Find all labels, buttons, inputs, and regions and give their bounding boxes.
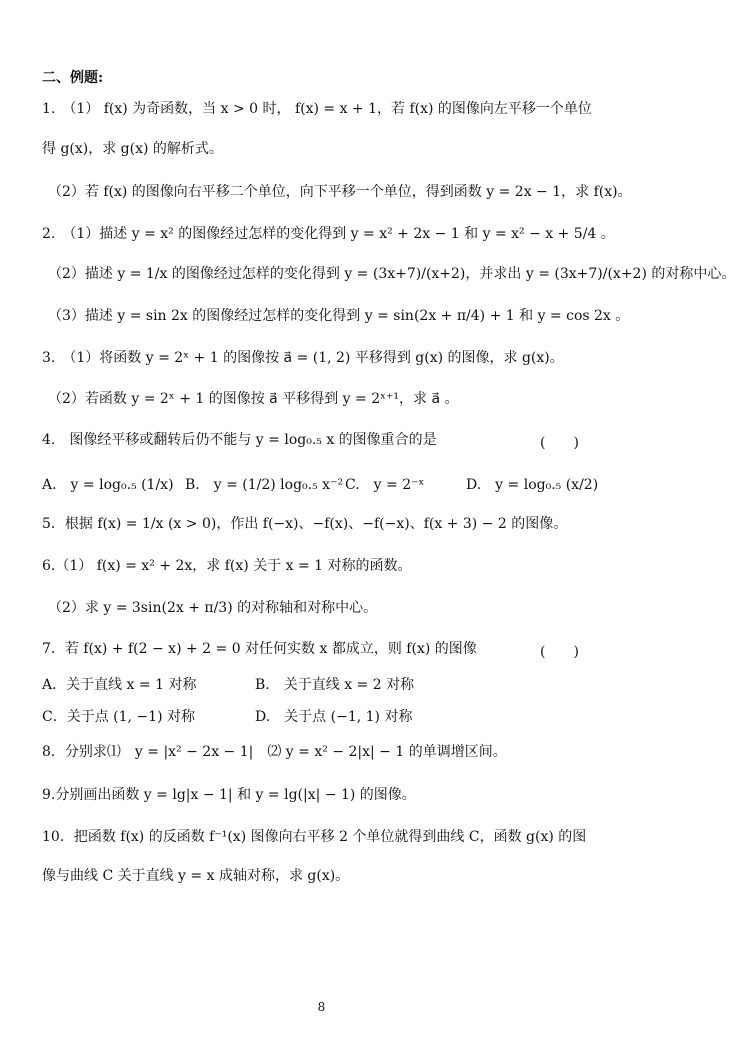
q1-part1-line1: 1. （1） f(x) 为奇函数，当 x > 0 时， f(x) = x + 1，若 f(x) 的图像向左平移一个单位 (42, 101, 592, 117)
q4-option-b: B. y = (1/2) log₀.₅ x⁻² (185, 477, 344, 493)
q1-part2: （2）若 f(x) 的图像向右平移二个单位，向下平移一个单位，得到函数 y = 2x − 1，求 f(x)。 (48, 184, 632, 200)
q6-part2: （2）求 y = 3sin(2x + π/3) 的对称轴和对称中心。 (48, 600, 378, 616)
q7-option-c: C．关于点 (1, −1) 对称 (42, 709, 195, 725)
q7-option-d: D. 关于点 (−1, 1) 对称 (255, 709, 413, 725)
q8: 8．分别求⑴ y = |x² − 2x − 1| ⑵ y = x² − 2|x| − 1 的单调增区间。 (42, 744, 507, 760)
q3-part1: 3. （1）将函数 y = 2ˣ + 1 的图像按 a⃗ = (1, 2) 平移得到 g(x) 的图像，求 g(x)。 (42, 350, 564, 366)
q2-part1: 2. （1）描述 y = x² 的图像经过怎样的变化得到 y = x² + 2x − 1 和 y = x² − x + 5/4 。 (42, 226, 615, 242)
q3-part2: （2）若函数 y = 2ˣ + 1 的图像按 a⃗ 平移得到 y = 2ˣ⁺¹，求 a⃗ 。 (48, 391, 459, 407)
q7-option-a: A．关于直线 x = 1 对称 (42, 677, 197, 693)
q10-line1: 10．把函数 f(x) 的反函数 f⁻¹(x) 图像向右平移 2 个单位就得到曲线 C，函数 g(x) 的图 (42, 829, 587, 845)
q2-part3: （3）描述 y = sin 2x 的图像经过怎样的变化得到 y = sin(2x + π/4) + 1 和 y = cos 2x 。 (48, 308, 630, 324)
q4-option-a: A. y = log₀.₅ (1/x) (42, 477, 174, 493)
section-heading: 二、例题: (42, 70, 104, 86)
q4-stem: 4. 图像经平移或翻转后仍不能与 y = log₀.₅ x 的图像重合的是 (42, 432, 437, 448)
q7-stem: 7．若 f(x) + f(2 − x) + 2 = 0 对任何实数 x 都成立，则 f(x) 的图像 (42, 641, 477, 657)
q7-option-b: B. 关于直线 x = 2 对称 (255, 677, 415, 693)
q4-option-c: C. y = 2⁻ˣ (345, 477, 425, 493)
q2-part2: （2）描述 y = 1/x 的图像经过怎样的变化得到 y = (3x+7)/(x+2)，并求出 y = (3x+7)/(x+2) 的对称中心。 (48, 266, 735, 282)
q7-answer-paren: ( ) (540, 644, 579, 660)
page-number: 8 (317, 1000, 326, 1014)
q4-answer-paren: ( ) (540, 435, 579, 451)
q6-part1: 6.（1） f(x) = x² + 2x，求 f(x) 关于 x = 1 对称的函数。 (42, 558, 412, 574)
q9: 9.分别画出函数 y = lg|x − 1| 和 y = lg(|x| − 1) 的图像。 (42, 787, 416, 803)
q5: 5．根据 f(x) = 1/x (x > 0)，作出 f(−x)、−f(x)、−f(−x)、f(x + 3) − 2 的图像。 (42, 516, 568, 532)
q10-line2: 像与曲线 C 关于直线 y = x 成轴对称，求 g(x)。 (42, 868, 350, 884)
q4-option-d: D. y = log₀.₅ (x/2) (466, 477, 599, 493)
q1-part1-line2: 得 g(x)，求 g(x) 的解析式。 (42, 141, 223, 157)
